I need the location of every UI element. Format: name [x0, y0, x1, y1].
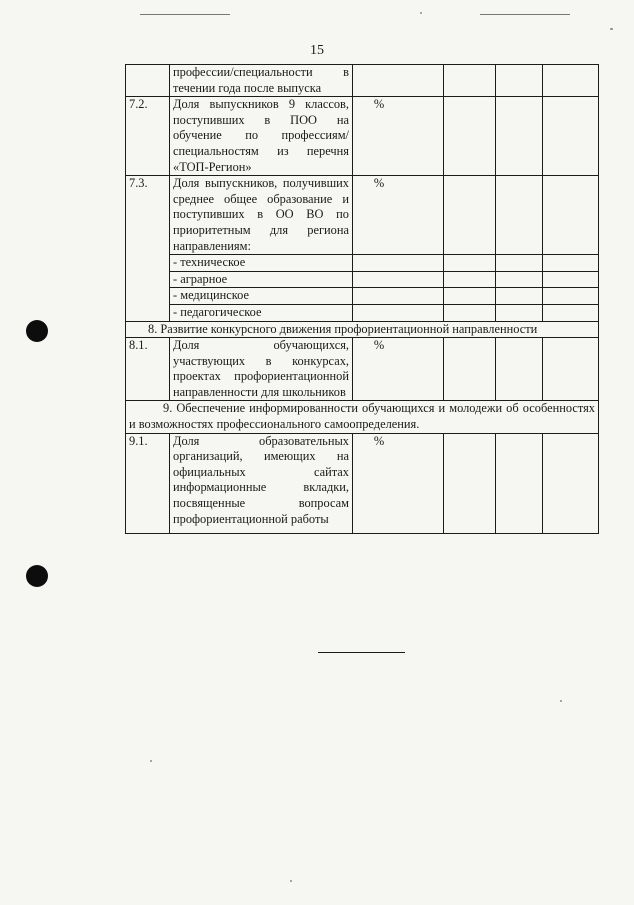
- row-number: 7.2.: [126, 97, 170, 176]
- subcategory-name: - педагогическое: [170, 304, 353, 321]
- unit-cell: %: [353, 338, 444, 401]
- indicator-name: профессии/специальности в течении года после выпуска: [170, 65, 353, 97]
- section-header-row: [126, 401, 599, 433]
- unit-cell: [353, 65, 444, 97]
- value-cell: [543, 338, 599, 401]
- table-row: [126, 65, 599, 97]
- table-subrow: [126, 288, 599, 305]
- scan-speck: [150, 760, 152, 762]
- scan-edge-line: [140, 14, 230, 15]
- table-row: [126, 433, 599, 533]
- value-cell: [543, 255, 599, 272]
- value-cell: [444, 255, 496, 272]
- unit-cell: %: [353, 433, 444, 533]
- value-cell: [543, 65, 599, 97]
- value-cell: [496, 304, 543, 321]
- row-number: 7.3.: [126, 176, 170, 321]
- scan-speck: [290, 880, 292, 882]
- row-number: [126, 65, 170, 97]
- value-cell: [543, 97, 599, 176]
- scan-speck: [560, 700, 562, 702]
- value-cell: [496, 65, 543, 97]
- value-cell: [496, 288, 543, 305]
- indicator-name: Доля образовательных организаций, имеющих на официальных сайтах информационные вкладки, посвященные вопросам профориентационной работы: [170, 433, 353, 533]
- value-cell: [543, 288, 599, 305]
- value-cell: [353, 271, 444, 288]
- subcategory-name: - аграрное: [170, 271, 353, 288]
- indicators-table: [125, 64, 599, 534]
- value-cell: [353, 304, 444, 321]
- value-cell: [444, 271, 496, 288]
- scan-speck: [610, 28, 613, 30]
- subcategory-name: - медицинское: [170, 288, 353, 305]
- table-row: [126, 338, 599, 401]
- unit-cell: %: [353, 176, 444, 255]
- table-row: [126, 176, 599, 255]
- value-cell: [543, 271, 599, 288]
- row-number: 9.1.: [126, 433, 170, 533]
- value-cell: [444, 97, 496, 176]
- value-cell: [444, 65, 496, 97]
- table-subrow: [126, 255, 599, 272]
- end-of-document-line: [318, 652, 405, 653]
- value-cell: [444, 338, 496, 401]
- subcategory-name: - техническое: [170, 255, 353, 272]
- table-row: [126, 97, 599, 176]
- section-title: 8. Развитие конкурсного движения профориентационной направленности: [126, 321, 599, 338]
- value-cell: [353, 288, 444, 305]
- section-header-row: [126, 321, 599, 338]
- value-cell: [496, 255, 543, 272]
- value-cell: [444, 176, 496, 255]
- row-number: 8.1.: [126, 338, 170, 401]
- scan-speck: [420, 12, 422, 14]
- value-cell: [353, 255, 444, 272]
- indicator-name: Доля выпускников 9 классов, поступивших в ПОО на обучение по профессиям/специальностям из перечня «ТОП-Регион»: [170, 97, 353, 176]
- value-cell: [444, 288, 496, 305]
- value-cell: [496, 271, 543, 288]
- value-cell: [496, 176, 543, 255]
- value-cell: [543, 304, 599, 321]
- table-subrow: [126, 271, 599, 288]
- value-cell: [543, 176, 599, 255]
- table-subrow: [126, 304, 599, 321]
- indicator-name: Доля обучающихся, участвующих в конкурсах, проектах профориентационной направленности для школьников: [170, 338, 353, 401]
- value-cell: [444, 304, 496, 321]
- page-number: 15: [310, 43, 324, 58]
- value-cell: [496, 433, 543, 533]
- value-cell: [543, 433, 599, 533]
- indicator-name: Доля выпускников, получивших среднее общее образование и поступивших в ОО ВО по приоритетным для региона направлениям:: [170, 176, 353, 255]
- value-cell: [496, 97, 543, 176]
- punch-hole: [26, 320, 48, 342]
- section-title: 9. Обеспечение информированности обучающихся и молодежи об особенностях и возможностях профессионального самоопределения.: [126, 401, 599, 433]
- scan-edge-line: [480, 14, 570, 15]
- value-cell: [444, 433, 496, 533]
- value-cell: [496, 338, 543, 401]
- punch-hole: [26, 565, 48, 587]
- unit-cell: %: [353, 97, 444, 176]
